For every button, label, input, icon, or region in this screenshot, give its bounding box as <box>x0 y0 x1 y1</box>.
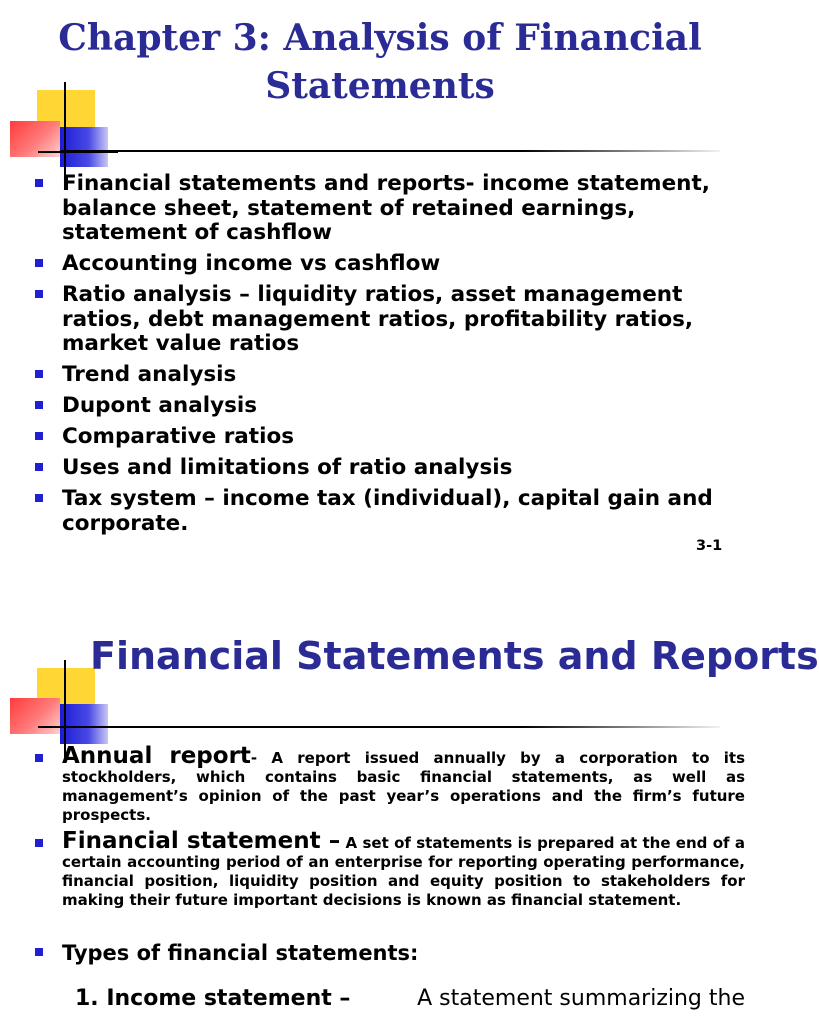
slide-2 <box>0 512 819 1024</box>
bullet-icon <box>35 839 43 847</box>
sub-item-income-statement <box>75 986 745 1012</box>
sub-item-label: 1. Income statement – <box>75 986 351 1011</box>
list-item: Dupont analysis <box>0 394 745 419</box>
bullet-icon <box>35 259 43 267</box>
list-item: Tax system – income tax (individual), capital gain and corporate. <box>0 487 745 536</box>
list-item: Financial statements and reports- income statement, balance sheet, statement of retained earnings, statement of cashflow <box>0 172 745 246</box>
term-financial-statement: Financial statement – <box>62 828 341 854</box>
list-item: Ratio analysis – liquidity ratios, asset management ratios, debt management ratios, profitability ratios, market value ratios <box>0 283 745 357</box>
bullet-icon <box>35 948 43 956</box>
bullet-icon <box>35 179 43 187</box>
list-item: Uses and limitations of ratio analysis <box>0 456 745 481</box>
term-annual-report: Annual report <box>62 743 251 769</box>
bullet-icon <box>35 754 43 762</box>
bullet-icon <box>35 494 43 502</box>
title-divider <box>60 150 720 152</box>
topic-list <box>0 172 745 543</box>
slide-title: Chapter 3: Analysis of Financial Statements <box>58 17 702 107</box>
list-item: Accounting income vs cashflow <box>0 252 745 277</box>
page-number: 3-1 <box>696 538 723 554</box>
title-divider <box>60 726 720 728</box>
bullet-icon <box>35 290 43 298</box>
bullet-icon <box>35 463 43 471</box>
list-item <box>0 743 745 825</box>
list-item: Comparative ratios <box>0 425 745 450</box>
definition-text: A set of statements is prepared at the end of a certain accounting period of an enterprise for reporting operating performance, financial position, liquidity position and equity position to stakeholders for making their future important decisions is known as financial statement. <box>62 834 745 909</box>
types-heading: Types of financial statements: <box>62 941 419 965</box>
bullet-icon <box>35 401 43 409</box>
list-item <box>0 940 745 966</box>
slide-title: Financial Statements and Reports <box>90 634 819 678</box>
bullet-icon <box>35 432 43 440</box>
sub-item-text: A statement summarizing the <box>417 986 745 1011</box>
definition-list <box>0 743 745 966</box>
definition-text: - A report issued annually by a corporation to its stockholders, which contains basic financial statements, as well as management’s opinion of the past year’s operations and the firm’s future prospects. <box>62 749 745 824</box>
list-item <box>0 828 745 910</box>
bullet-icon <box>35 370 43 378</box>
list-item: Trend analysis <box>0 363 745 388</box>
